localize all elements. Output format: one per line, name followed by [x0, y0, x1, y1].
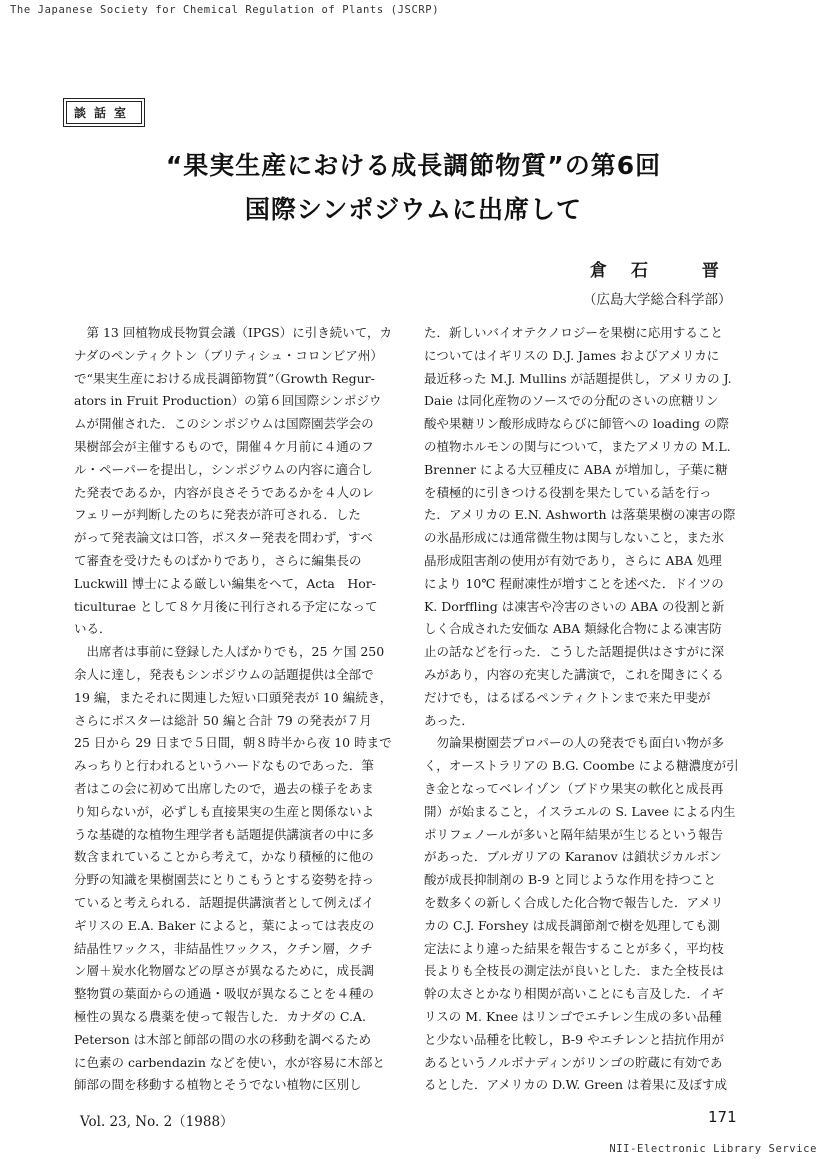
body-text-line: 25 日から 29 日まで５日間，朝８時半から夜 10 時まで	[74, 735, 392, 751]
body-text-line: みがあり，内容の充実した講演で，これを聞きにくる	[424, 666, 724, 682]
body-text-line: しく合成された安価な ABA 類縁化合物による凍害防	[424, 621, 722, 637]
body-text-line: いる．	[74, 621, 112, 637]
body-text-line: ギリスの E.A. Baker によると，葉によっては表皮の	[74, 917, 375, 933]
body-text-line: た発表であるか，内容が良さそうであるかを４人のレ	[74, 484, 375, 500]
body-text-line: Daie は同化産物のソースでの分配のさいの庶糖リン	[424, 393, 719, 409]
body-text-line: リスの M. Knee はリンゴでエチレン生成の多い品種	[424, 1008, 722, 1024]
body-text-line: 結晶性ワックス，非結晶性ワックス，クチン層，クチ	[74, 940, 373, 956]
body-text-line: ン層＋炭水化物層などの厚さが異なるために，成長調	[74, 963, 375, 979]
body-text-line: ticulturae として８ケ月後に刊行される予定になって	[74, 598, 378, 614]
body-text-line: により 10℃ 程耐凍性が増すことを述べた．ドイツの	[424, 575, 724, 591]
body-text-line: ポリフェノールが多いと隔年結果が生じるという報告	[424, 826, 724, 842]
body-text-line: た．アメリカの E.N. Ashworth は落葉果樹の凍害の際	[424, 507, 736, 523]
body-text-line: うな基礎的な植物生理学者も話題提供講演者の中に多	[74, 826, 375, 842]
library-service-footer: NII-Electronic Library Service	[609, 1143, 817, 1155]
body-text-line: を積極的に引きつける役割を果たしている話を行っ	[424, 484, 712, 500]
body-text-line: て審査を受けたものばかりであり，さらに編集長の	[74, 552, 362, 568]
body-text-line: 酸や果糖リン酸形成時ならびに師管への loading の際	[424, 416, 729, 432]
body-text-line: ators in Fruit Production）の第６回国際シンポジウ	[74, 393, 382, 409]
body-text-line: ナダのペンティクトン（ブリティシュ・コロンビア州）	[74, 347, 383, 363]
article-title-line-1: “果実生産における成長調節物質”の第6回	[165, 151, 662, 180]
body-text-line: 分野の知識を果樹園芸にとりこもうとする姿勢を持っ	[74, 872, 375, 888]
body-text-line: た．新しいバイオテクノロジーを果樹に応用すること	[424, 325, 723, 340]
body-text-line: カの C.J. Forshey は成長調節剤で樹を処理しても測	[424, 917, 720, 933]
body-text-line: ムが開催された．このシンポジウムは国際園芸学会の	[74, 416, 374, 432]
body-text-line: 幹の太さとかなり相関が高いことにも言及した．イギ	[424, 986, 725, 1002]
body-text-line: さらにポスターは総計 50 編と合計 79 の発表が７月	[74, 712, 372, 728]
body-text-line: 19 編，またそれに関連した短い口頭発表が 10 編続き，	[74, 689, 393, 705]
body-text-line: 勿論果樹園芸プロパーの人の発表でも面白い物が多	[424, 735, 725, 751]
body-text-line: 最近移った M.J. Mullins が話題提供し，アメリカの J.	[424, 370, 732, 386]
volume-info: Vol. 23, No. 2（1988）	[80, 1114, 234, 1130]
right-column	[424, 322, 756, 1097]
body-text-line: 止の話などを行った．こうした話題提供はさすがに深	[424, 644, 725, 660]
body-text-line: についてはイギリスの D.J. James およびアメリカに	[424, 347, 720, 363]
body-text-line: 数含まれていることから考えて，かなり積極的に他の	[74, 849, 374, 865]
body-text-line: Peterson は木部と師部の間の水の移動を調べるため	[74, 1031, 372, 1047]
body-text-line: 者はこの会に初めて出席したので，過去の様子をあま	[74, 780, 374, 796]
left-column	[74, 322, 406, 1097]
body-text-line: 長よりも全枝長の測定法が良いとした．また全枝長は	[424, 963, 725, 979]
body-text-line: 極性の異なる農薬を使って報告した．カナダの C.A.	[74, 1008, 366, 1024]
body-text-line: 開）が始まること，イスラエルの S. Lavee による内生	[424, 803, 736, 819]
body-text-line: Brenner による大豆種皮に ABA が増加し，子葉に糖	[424, 461, 728, 477]
body-text-line: みっちりと行われるというハードなものであった．筆	[74, 758, 374, 774]
article-title-line-2: 国際シンポジウムに出席して	[244, 195, 583, 224]
body-text-line: く，オーストラリアの B.G. Coombe による糖濃度が引	[424, 758, 739, 774]
body-text-line: 師部の間を移動する植物とそうでない植物に区別し	[74, 1077, 362, 1093]
body-text-line: あった．	[424, 712, 474, 728]
body-text-line: を数多くの新しく合成した化合物で報告した．アメリ	[424, 894, 724, 910]
body-text-line: で“果実生産における成長調節物質”（Growth Regur-	[74, 370, 375, 386]
body-text-line: の氷晶形成には通常微生物は関与しないこと，また氷	[424, 530, 725, 546]
body-text-line: り知らないが，必ずしも直接果実の生産と関係ないよ	[74, 803, 375, 819]
body-text-line: に色素の carbendazin などを使い，水が容易に木部と	[74, 1054, 385, 1070]
body-text-line: だけでも，はるばるペンティクトンまで来た甲斐が	[424, 689, 711, 705]
page-number: 171	[708, 1108, 737, 1126]
body-text-line: ル・ペーパーを提出し，シンポジウムの内容に適合し	[74, 461, 373, 477]
body-text-line: Luckwill 博士による厳しい編集をへて，Acta Hor-	[74, 575, 376, 591]
body-text-line: 定法により違った結果を報告することが多く，平均枝	[424, 940, 724, 956]
body-text-line: 果樹部会が主催するもので，開催４ケ月前に４通のフ	[74, 438, 374, 454]
body-text-line: 酸が成長抑制剤の B-9 と同じような作用を持つこと	[424, 872, 717, 888]
body-text-line: 余人に達し，発表もシンポジウムの話題提供は全部で	[74, 666, 374, 682]
body-text-line: 出席者は事前に登録した人ばかりでも，25 ケ国 250	[74, 644, 385, 660]
author-name: 倉石 晋	[590, 261, 743, 281]
body-text-line: あるというノルボナディンがリンゴの貯蔵に有効であ	[424, 1054, 723, 1070]
category-label: 談話室	[66, 101, 142, 124]
body-text-line: 整物質の葉面からの通過・吸収が異なることを４種の	[74, 986, 375, 1002]
society-header: The Japanese Society for Chemical Regulation of Plants (JSCRP)	[10, 4, 440, 16]
body-text-line: の植物ホルモンの関与について，またアメリカの M.L.	[424, 438, 731, 454]
body-text-line: 晶形成阻害剤の使用が有効であり，さらに ABA 処理	[424, 552, 722, 568]
body-text-line: フェリーが判断したのちに発表が許可される．した	[74, 507, 361, 523]
body-text-line: があった．ブルガリアの Karanov は鎖状ジカルボン	[424, 849, 722, 865]
body-text-line: と少ない品種を比較し，B-9 やエチレンと拮抗作用が	[424, 1031, 725, 1047]
body-text-line: るとした．アメリカの D.W. Green は着果に及ぼす成	[424, 1077, 728, 1093]
author-affiliation: （広島大学総合科学部）	[583, 292, 732, 308]
body-text-line: がって発表論文は口答，ポスター発表を問わず，すべ	[74, 530, 373, 546]
body-text-line: 第 13 回植物成長物質会議（IPGS）に引き続いて，カ	[74, 325, 393, 340]
body-text-line: K. Dorffling は凍害や冷害のさいの ABA の役割と新	[424, 598, 725, 614]
body-text-line: き金となってベレイゾン（ブドウ果実の軟化と成長再	[424, 780, 724, 796]
body-text-line: ていると考えられる．話題提供講演者として例えばイ	[74, 894, 375, 910]
